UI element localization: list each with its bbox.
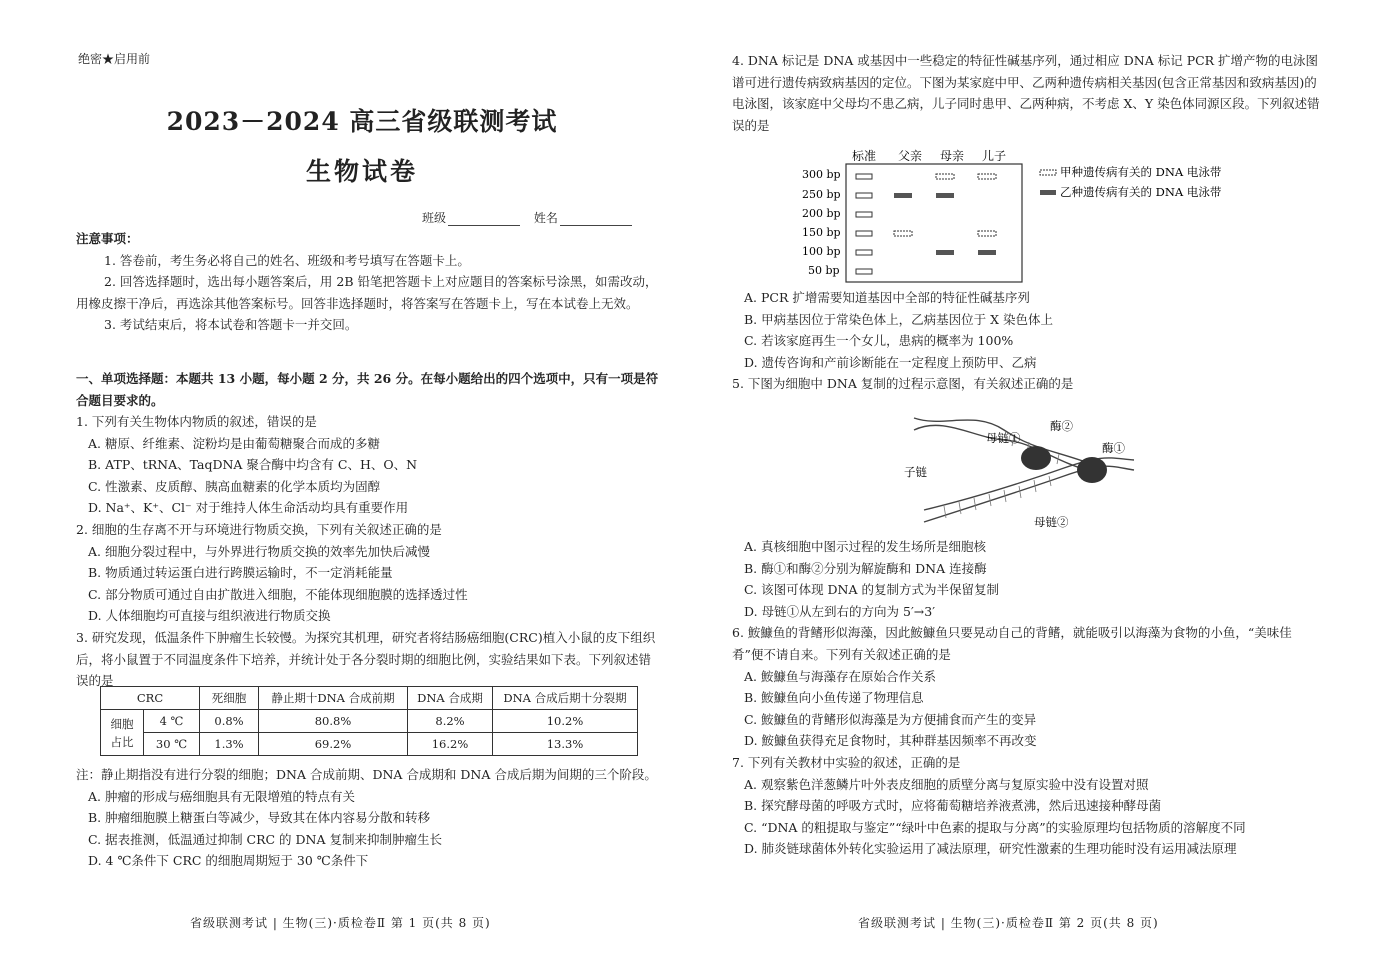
q3-option-c: C. 据表推测，低温通过抑制 CRC 的 DNA 复制来抑制肿瘤生长 — [88, 831, 442, 847]
page-footer: 省级联测考试 | 生物(三)·质检卷Ⅱ 第 1 页(共 8 页) — [190, 916, 491, 930]
table-header-row — [101, 687, 638, 710]
label-enzyme-2: 酶② — [1050, 419, 1073, 433]
table-row — [101, 733, 638, 756]
q2-option-a: A. 细胞分裂过程中，与外界进行物质交换的效率先加快后减慢 — [88, 543, 430, 559]
gel-lane-label-father: 父亲 — [898, 149, 923, 163]
dna-replication-diagram — [904, 410, 1144, 528]
q1-option-b: B. ATP、tRNA、TaqDNA 聚合酶中均含有 C、H、O、N — [88, 457, 418, 473]
q4-option-c: C. 若该家庭再生一个女儿，患病的概率为 100% — [744, 333, 1014, 349]
name-label: 姓名 — [533, 211, 558, 225]
left-page — [62, 0, 662, 972]
legend-yi-swatch — [1040, 190, 1056, 195]
question-3-rest — [76, 764, 662, 872]
legend-yi-label: 乙种遗传病有关的 DNA 电泳带 — [1060, 185, 1222, 199]
gel-marker-100: 100 bp — [802, 245, 841, 258]
right-page — [728, 0, 1318, 972]
gel-marker-200: 200 bp — [802, 207, 841, 220]
standard-band-50 — [856, 269, 872, 274]
table-header: DNA 合成期 — [408, 687, 493, 710]
electrophoresis-diagram — [802, 148, 1352, 288]
table-cell: 30 ℃ — [144, 733, 200, 756]
crc-table — [100, 686, 638, 756]
gel-lane-label-mother: 母亲 — [940, 149, 965, 163]
mother-band-yi-100 — [936, 250, 954, 255]
gel-lane-label-son: 儿子 — [982, 149, 1007, 163]
table-header: 死细胞 — [200, 687, 259, 710]
table-header: CRC — [101, 687, 200, 710]
q4-option-a: A. PCR 扩增需要知道基因中全部的特征性碱基序列 — [744, 290, 1030, 305]
q1-stem: 1. 下列有关生物体内物质的叙述，错误的是 — [76, 414, 317, 429]
q7-option-c: C. “DNA 的粗提取与鉴定”“绿叶中色素的提取与分离”的实验原理均包括物质的溶解度不同 — [744, 819, 1246, 835]
notice-3: 3. 考试结束后，将本试卷和答题卡一并交回。 — [104, 317, 358, 333]
mother-band-jia-300 — [936, 174, 954, 179]
enzyme-1-shape — [1077, 457, 1107, 483]
gel-marker-250: 250 bp — [802, 188, 841, 201]
class-blank — [448, 213, 520, 226]
father-band-yi-250 — [894, 193, 912, 198]
notice-1: 1. 答卷前，考生务必将自己的姓名、班级和考号填写在答题卡上。 — [104, 252, 470, 268]
q1-option-c: C. 性激素、皮质醇、胰高血糖素的化学本质均为固醇 — [88, 478, 381, 494]
q3-option-a: A. 肿瘤的形成与癌细胞具有无限增殖的特点有关 — [88, 788, 355, 804]
label-enzyme-1: 酶① — [1102, 441, 1125, 455]
q6-stem: 6. 鮟鱇鱼的背鳍形似海藻，因此鮟鱇鱼只要晃动自己的背鳍，就能吸引以海藻为食物的小鱼，“美味佳肴”便不请自来。下列有关叙述正确的是 — [732, 625, 1292, 662]
question-4-options — [732, 287, 1322, 395]
class-label: 班级 — [422, 211, 447, 225]
label-daughter: 子链 — [904, 465, 927, 479]
q2-option-b: B. 物质通过转运蛋白进行跨膜运输时，不一定消耗能量 — [88, 565, 393, 581]
name-blank — [560, 213, 632, 226]
table-cell: 0.8% — [200, 710, 259, 733]
q6-option-c: C. 鮟鱇鱼的背鳍形似海藻是为方便捕食而产生的变异 — [744, 711, 1037, 727]
enzyme-2-shape — [1021, 446, 1051, 470]
q2-option-c: C. 部分物质可通过自由扩散进入细胞，不能体现细胞膜的选择透过性 — [88, 586, 468, 602]
standard-band-250 — [856, 193, 872, 198]
q5-option-b: B. 酶①和酶②分别为解旋酶和 DNA 连接酶 — [744, 560, 987, 576]
section-heading: 一、单项选择题：本题共 13 小题，每小题 2 分，共 26 分。在每小题给出的四个选项中，只有一项是符合题目要求的。 — [76, 371, 659, 408]
gel-marker-300: 300 bp — [802, 168, 841, 181]
q7-option-d: D. 肺炎链球菌体外转化实验运用了减法原理，研究性激素的生理功能时没有运用减法原理 — [744, 841, 1237, 857]
gel-marker-50: 50 bp — [808, 264, 840, 277]
son-band-yi-100 — [978, 250, 996, 255]
table-cell: 13.3% — [493, 733, 638, 756]
notice-heading: 注意事项： — [76, 231, 139, 246]
table-cell: 69.2% — [259, 733, 408, 756]
standard-band-100 — [856, 250, 872, 255]
q1-option-a: A. 糖原、纤维素、淀粉均是由葡萄糖聚合而成的多糖 — [88, 435, 380, 451]
q5-stem: 5. 下图为细胞中 DNA 复制的过程示意图，有关叙述正确的是 — [732, 376, 1074, 392]
standard-band-200 — [856, 212, 872, 217]
table-row-label: 细胞占比 — [101, 710, 144, 756]
notice-block — [76, 228, 662, 336]
q6-option-b: B. 鮟鱇鱼向小鱼传递了物理信息 — [744, 690, 924, 706]
questions-5-7 — [732, 536, 1322, 860]
gel-frame — [846, 164, 1022, 282]
notice-2: 2. 回答选择题时，选出每小题答案后，用 2B 铅笔把答题卡上对应题目的答案标号涂黑，如需改动，用橡皮擦干净后，再选涂其他答案标号。回答非选择题时，将答案写在答题卡上，写在本试卷上无效。 — [76, 274, 658, 311]
q3-note: 注：静止期指没有进行分裂的细胞；DNA 合成前期、DNA 合成期和 DNA 合成后期为间期的三个阶段。 — [76, 767, 657, 782]
table-cell: 16.2% — [408, 733, 493, 756]
table-cell: 1.3% — [200, 733, 259, 756]
mother-band-yi-250 — [936, 193, 954, 198]
question-1 — [76, 411, 662, 692]
table-cell: 8.2% — [408, 710, 493, 733]
q1-option-d: D. Na⁺、K⁺、Cl⁻ 对于维持人体生命活动均具有重要作用 — [88, 500, 409, 516]
table-header: DNA 合成后期十分裂期 — [493, 687, 638, 710]
father-band-jia-150 — [894, 231, 912, 236]
exam-title: 2023－2024 高三省级联测考试 — [166, 107, 558, 136]
q5-option-a: A. 真核细胞中图示过程的发生场所是细胞核 — [744, 539, 986, 554]
label-parent-1: 母链① — [986, 431, 1021, 445]
q7-option-b: B. 探究酵母菌的呼吸方式时，应将葡萄糖培养液煮沸，然后迅速接种酵母菌 — [744, 798, 1162, 814]
class-name-line — [422, 209, 642, 226]
q3-option-d: D. 4 ℃条件下 CRC 的细胞周期短于 30 ℃条件下 — [88, 853, 369, 869]
q4-option-d: D. 遗传咨询和产前诊断能在一定程度上预防甲、乙病 — [744, 354, 1037, 370]
exam-subtitle: 生物试卷 — [305, 157, 418, 186]
q4-stem: 4. DNA 标记是 DNA 或基因中一些稳定的特征性碱基序列，通过相应 DNA 标记 PCR 扩增产物的电泳图谱可进行遗传病致病基因的定位。下图为某家庭中甲、乙两种遗传病相关基因(包含正常基因和致病基因)的电泳图，该家庭中父母均不患乙病，儿子同时患甲、乙两种病，不考虑 X、Y 染色体同源区段。下列叙述错误的是 — [732, 53, 1320, 133]
q5-option-c: C. 该图可体现 DNA 的复制方式为半保留复制 — [744, 582, 999, 598]
standard-band-150 — [856, 231, 872, 236]
q7-option-a: A. 观察紫色洋葱鳞片叶外表皮细胞的质壁分离与复原实验中没有设置对照 — [744, 776, 1149, 792]
q7-stem: 7. 下列有关教材中实验的叙述，正确的是 — [732, 754, 961, 770]
standard-band-300 — [856, 174, 872, 179]
q6-option-a: A. 鮟鱇鱼与海藻存在原始合作关系 — [744, 668, 936, 684]
legend-jia-label: 甲种遗传病有关的 DNA 电泳带 — [1060, 165, 1222, 179]
q3-stem: 3. 研究发现，低温条件下肿瘤生长较慢。为探究其机理，研究者将结肠癌细胞(CRC)植入小鼠的皮下组织后，将小鼠置于不同温度条件下培养，并统计处于各分裂时期的细胞比例，实验结果如下表。下列叙述错误的是 — [76, 629, 656, 689]
gel-lane-label-standard: 标准 — [852, 149, 877, 163]
q3-option-b: B. 肿瘤细胞膜上糖蛋白等减少，导致其在体内容易分散和转移 — [88, 810, 431, 826]
table-row — [101, 710, 638, 733]
table-cell: 10.2% — [493, 710, 638, 733]
q2-option-d: D. 人体细胞均可直接与组织液进行物质交换 — [88, 608, 331, 624]
gel-bands — [856, 174, 996, 274]
page-footer: 省级联测考试 | 生物(三)·质检卷Ⅱ 第 2 页(共 8 页) — [858, 916, 1159, 930]
legend-jia-swatch — [1040, 170, 1056, 175]
q6-option-d: D. 鮟鱇鱼获得充足食物时，其种群基因频率不再改变 — [744, 733, 1037, 749]
gel-marker-150: 150 bp — [802, 226, 841, 239]
son-band-jia-150 — [978, 231, 996, 236]
table-cell: 80.8% — [259, 710, 408, 733]
son-band-jia-300 — [978, 174, 996, 179]
q5-option-d: D. 母链①从左到右的方向为 5′→3′ — [744, 603, 936, 619]
table-header: 静止期十DNA 合成前期 — [259, 687, 408, 710]
table-cell: 4 ℃ — [144, 710, 200, 733]
label-parent-2: 母链② — [1034, 515, 1069, 529]
q2-stem: 2. 细胞的生存离不开与环境进行物质交换，下列有关叙述正确的是 — [76, 521, 442, 537]
secret-label: 绝密★启用前 — [78, 52, 151, 66]
q4-option-b: B. 甲病基因位于常染色体上，乙病基因位于 X 染色体上 — [744, 311, 1053, 327]
